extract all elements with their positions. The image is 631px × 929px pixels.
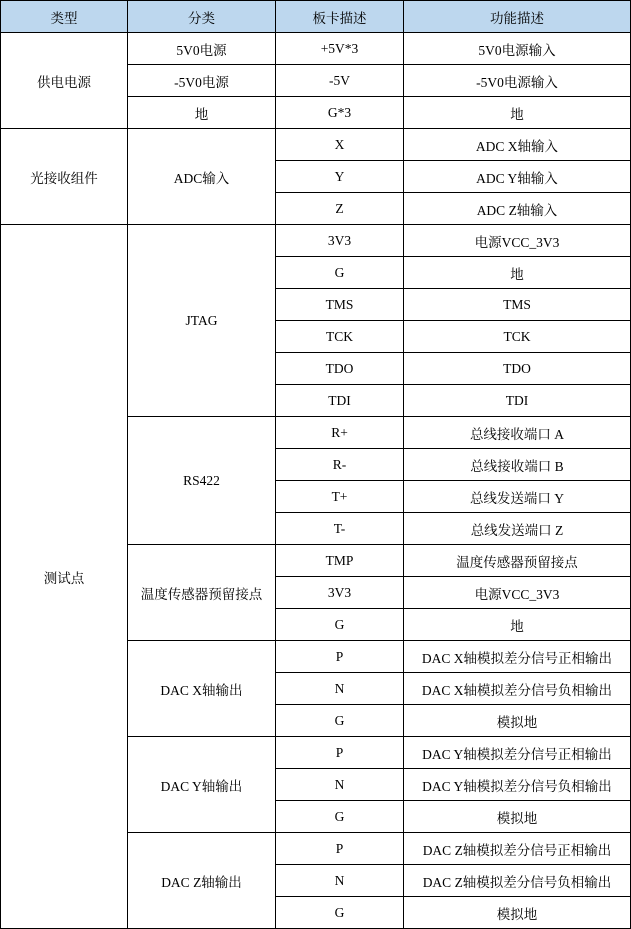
board-cell: TDI (276, 385, 404, 417)
table-row (1, 33, 631, 65)
function-cell: 地 (404, 609, 631, 641)
board-cell: G (276, 897, 404, 929)
board-cell: TDO (276, 353, 404, 385)
board-cell: Y (276, 161, 404, 193)
function-cell: ADC Z轴输入 (404, 193, 631, 225)
table-row (1, 225, 631, 257)
function-cell: ADC Y轴输入 (404, 161, 631, 193)
function-cell: 5V0电源输入 (404, 33, 631, 65)
function-cell: DAC X轴模拟差分信号负相输出 (404, 673, 631, 705)
board-cell: N (276, 865, 404, 897)
board-cell: G (276, 801, 404, 833)
board-cell: P (276, 737, 404, 769)
function-cell: DAC Y轴模拟差分信号正相输出 (404, 737, 631, 769)
header-type: 类型 (1, 1, 128, 33)
board-cell: X (276, 129, 404, 161)
header-function: 功能描述 (404, 1, 631, 33)
category-cell-dac-x: DAC X轴输出 (128, 641, 276, 737)
category-cell-jtag: JTAG (128, 225, 276, 417)
function-cell: 总线发送端口 Y (404, 481, 631, 513)
board-cell: T+ (276, 481, 404, 513)
header-board: 板卡描述 (276, 1, 404, 33)
board-cell: R+ (276, 417, 404, 449)
table-row (1, 129, 631, 161)
function-cell: 电源VCC_3V3 (404, 225, 631, 257)
function-cell: DAC Z轴模拟差分信号负相输出 (404, 865, 631, 897)
function-cell: DAC Y轴模拟差分信号负相输出 (404, 769, 631, 801)
board-cell: R- (276, 449, 404, 481)
board-cell: P (276, 833, 404, 865)
board-cell: N (276, 769, 404, 801)
board-cell: TCK (276, 321, 404, 353)
board-cell: T- (276, 513, 404, 545)
header-row (1, 1, 631, 33)
category-cell-temp: 温度传感器预留接点 (128, 545, 276, 641)
function-cell: 温度传感器预留接点 (404, 545, 631, 577)
type-cell-test: 测试点 (1, 225, 128, 929)
header-category: 分类 (128, 1, 276, 33)
category-cell-dac-z: DAC Z轴输出 (128, 833, 276, 929)
board-cell: 3V3 (276, 225, 404, 257)
board-cell: G (276, 705, 404, 737)
function-cell: TMS (404, 289, 631, 321)
board-cell: 3V3 (276, 577, 404, 609)
function-cell: 模拟地 (404, 801, 631, 833)
function-cell: 地 (404, 97, 631, 129)
function-cell: DAC X轴模拟差分信号正相输出 (404, 641, 631, 673)
board-cell: +5V*3 (276, 33, 404, 65)
board-cell: N (276, 673, 404, 705)
function-cell: 总线接收端口 A (404, 417, 631, 449)
function-cell: 模拟地 (404, 897, 631, 929)
board-cell: TMS (276, 289, 404, 321)
function-cell: TCK (404, 321, 631, 353)
board-cell: P (276, 641, 404, 673)
function-cell: ADC X轴输入 (404, 129, 631, 161)
function-cell: TDI (404, 385, 631, 417)
function-cell: DAC Z轴模拟差分信号正相输出 (404, 833, 631, 865)
category-cell-adc: ADC输入 (128, 129, 276, 225)
function-cell: 电源VCC_3V3 (404, 577, 631, 609)
function-cell: 总线发送端口 Z (404, 513, 631, 545)
category-cell: -5V0电源 (128, 65, 276, 97)
board-cell: TMP (276, 545, 404, 577)
board-cell: G*3 (276, 97, 404, 129)
function-cell: -5V0电源输入 (404, 65, 631, 97)
board-cell: Z (276, 193, 404, 225)
type-cell-optical: 光接收组件 (1, 129, 128, 225)
board-cell: G (276, 257, 404, 289)
category-cell: 地 (128, 97, 276, 129)
function-cell: 总线接收端口 B (404, 449, 631, 481)
board-cell: G (276, 609, 404, 641)
function-cell: 模拟地 (404, 705, 631, 737)
category-cell: 5V0电源 (128, 33, 276, 65)
function-cell: 地 (404, 257, 631, 289)
category-cell-dac-y: DAC Y轴输出 (128, 737, 276, 833)
function-cell: TDO (404, 353, 631, 385)
type-cell-power: 供电电源 (1, 33, 128, 129)
board-cell: -5V (276, 65, 404, 97)
category-cell-rs422: RS422 (128, 417, 276, 545)
